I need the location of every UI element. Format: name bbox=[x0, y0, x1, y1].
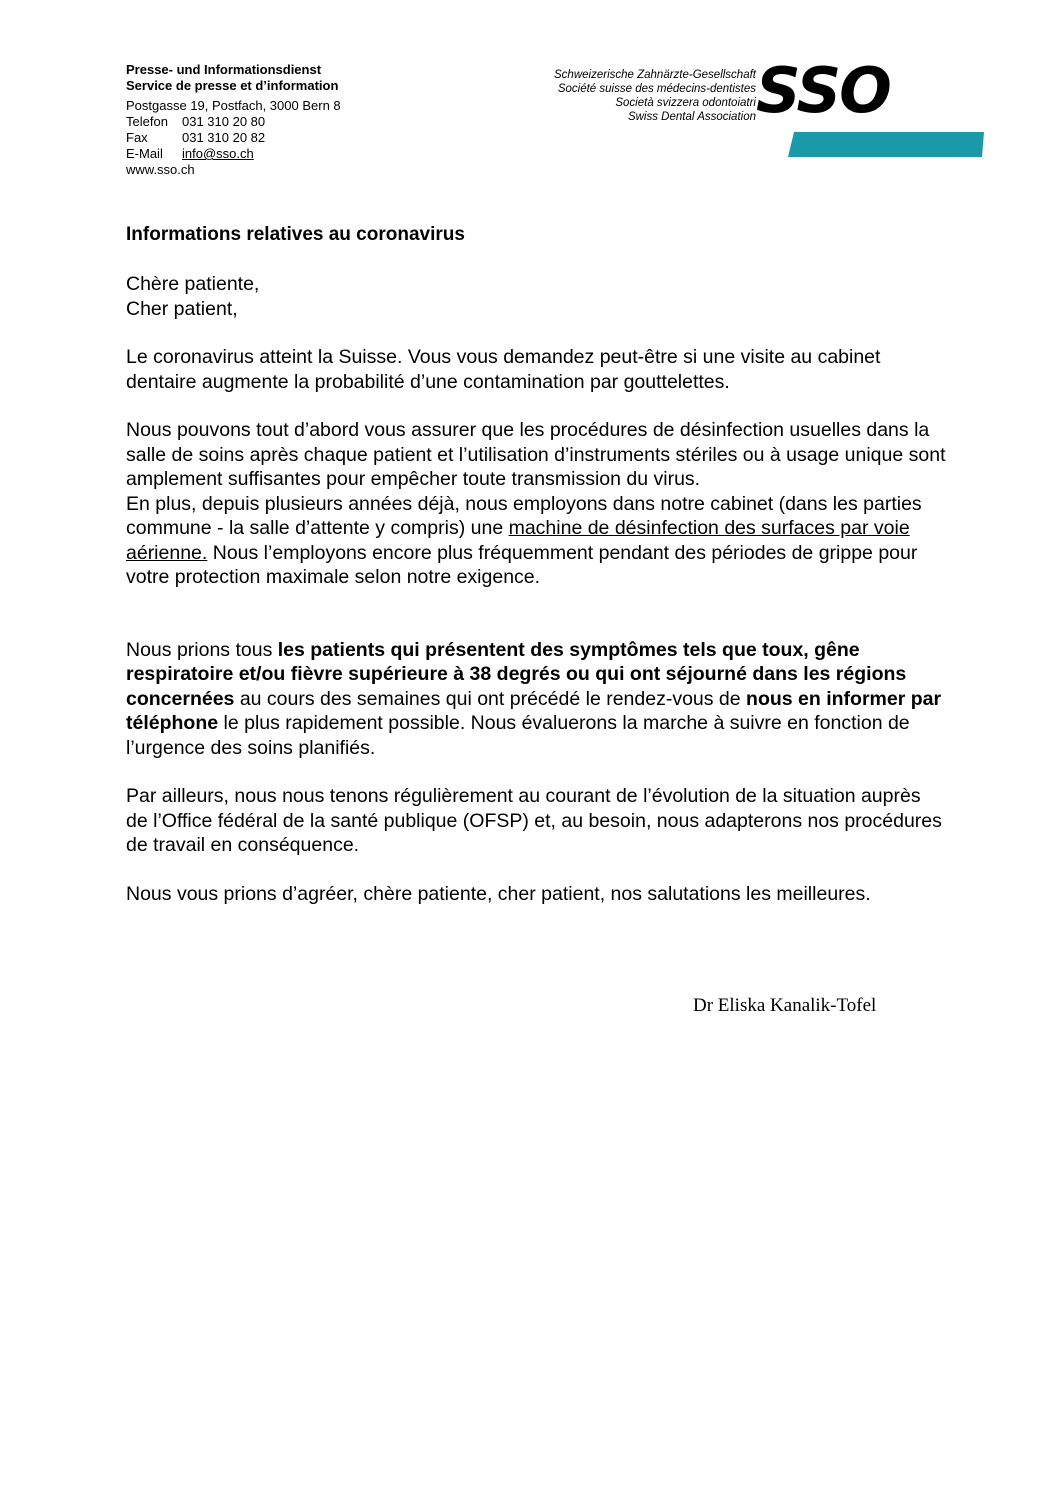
fax-number: 031 310 20 82 bbox=[182, 130, 266, 145]
association-name-de: Schweizerische Zahnärzte-Gesellschaft bbox=[554, 69, 756, 81]
symptoms-text-2: au cours des semaines qui ont précédé le rendez-vous de bbox=[234, 687, 747, 710]
email-label: E-Mail bbox=[126, 146, 163, 161]
website-text: www.sso.ch bbox=[126, 162, 195, 177]
email-link[interactable]: info@sso.ch bbox=[182, 146, 254, 161]
fax-label: Fax bbox=[126, 130, 148, 145]
association-names bbox=[554, 68, 756, 124]
letterhead-contact bbox=[126, 62, 341, 178]
association-name-fr: Société suisse des médecins-dentistes bbox=[557, 83, 756, 95]
department-name-de: Presse- und Informationsdienst bbox=[126, 62, 322, 77]
paragraph-machine bbox=[126, 492, 946, 590]
symptoms-text-3: le plus rapidement possible. Nous évaluerons la marche à suivre en fonction de l’urgence des soins planifiés. bbox=[126, 712, 910, 759]
signature: Dr Eliska Kanalik-Tofel bbox=[693, 995, 877, 1016]
paragraph-closing: Nous vous prions d’agréer, chère patiente, cher patient, nos salutations les meilleures. bbox=[126, 882, 871, 905]
paragraph-intro: Le coronavirus atteint la Suisse. Vous vous demandez peut-être si une visite au cabinet dentaire augmente la probabilité d’une contamination par gouttelettes. bbox=[126, 346, 881, 393]
symptoms-bold-2: nous en informer par téléphone bbox=[126, 687, 942, 734]
department-name-fr: Service de presse et d’information bbox=[126, 78, 339, 93]
sso-wordmark: SSO bbox=[756, 54, 890, 127]
paragraph-ofsp: Par ailleurs, nous nous tenons régulièrement au courant de l’évolution de la situation auprès de l’Office fédéral de la santé publique (OFSP) et, au besoin, nous adapterons nos procédures de travail en conséquence. bbox=[126, 785, 942, 856]
postal-address: Postgasse 19, Postfach, 3000 Bern 8 bbox=[126, 98, 341, 113]
logo-accent-bar bbox=[788, 132, 984, 157]
paragraph-disinfection: Nous pouvons tout d’abord vous assurer que les procédures de désinfection usuelles dans la salle de soins après chaque patient et l’utilisation d’instruments stériles ou à usage unique sont amplement suffisantes pour empêcher toute transmission du virus. bbox=[126, 419, 946, 490]
sso-logo bbox=[548, 54, 988, 164]
machine-text-before: En plus, depuis plusieurs années déjà, nous employons dans notre cabinet (dans les parties commune - la salle d’attente y compris) une bbox=[126, 492, 922, 539]
phone-label: Telefon bbox=[126, 114, 168, 129]
salutation-female: Chère patiente, bbox=[126, 273, 260, 295]
phone-row bbox=[126, 114, 341, 130]
email-row bbox=[126, 146, 341, 162]
machine-text-after: Nous l’employons encore plus fréquemment pendant des périodes de grippe pour votre protection maximale selon notre exigence. bbox=[126, 541, 918, 588]
association-name-it: Società svizzera odontoiatri bbox=[615, 97, 756, 109]
letter-title: Informations relatives au coronavirus bbox=[126, 224, 465, 245]
symptoms-text-1: Nous prions tous bbox=[126, 638, 278, 661]
association-name-en: Swiss Dental Association bbox=[627, 111, 756, 123]
symptoms-bold-1: les patients qui présentent des symptômes tels que toux, gêne respiratoire et/ou fièvre supérieure à 38 degrés ou qui ont séjourné dans les régions concernées bbox=[126, 638, 907, 710]
phone-number: 031 310 20 80 bbox=[182, 114, 266, 129]
paragraph-symptoms bbox=[126, 638, 946, 761]
salutation-male: Cher patient, bbox=[126, 297, 238, 320]
machine-underlined-text: machine de désinfection des surfaces par voie aérienne. bbox=[126, 517, 910, 564]
letter-body bbox=[126, 272, 946, 906]
fax-row bbox=[126, 130, 341, 146]
